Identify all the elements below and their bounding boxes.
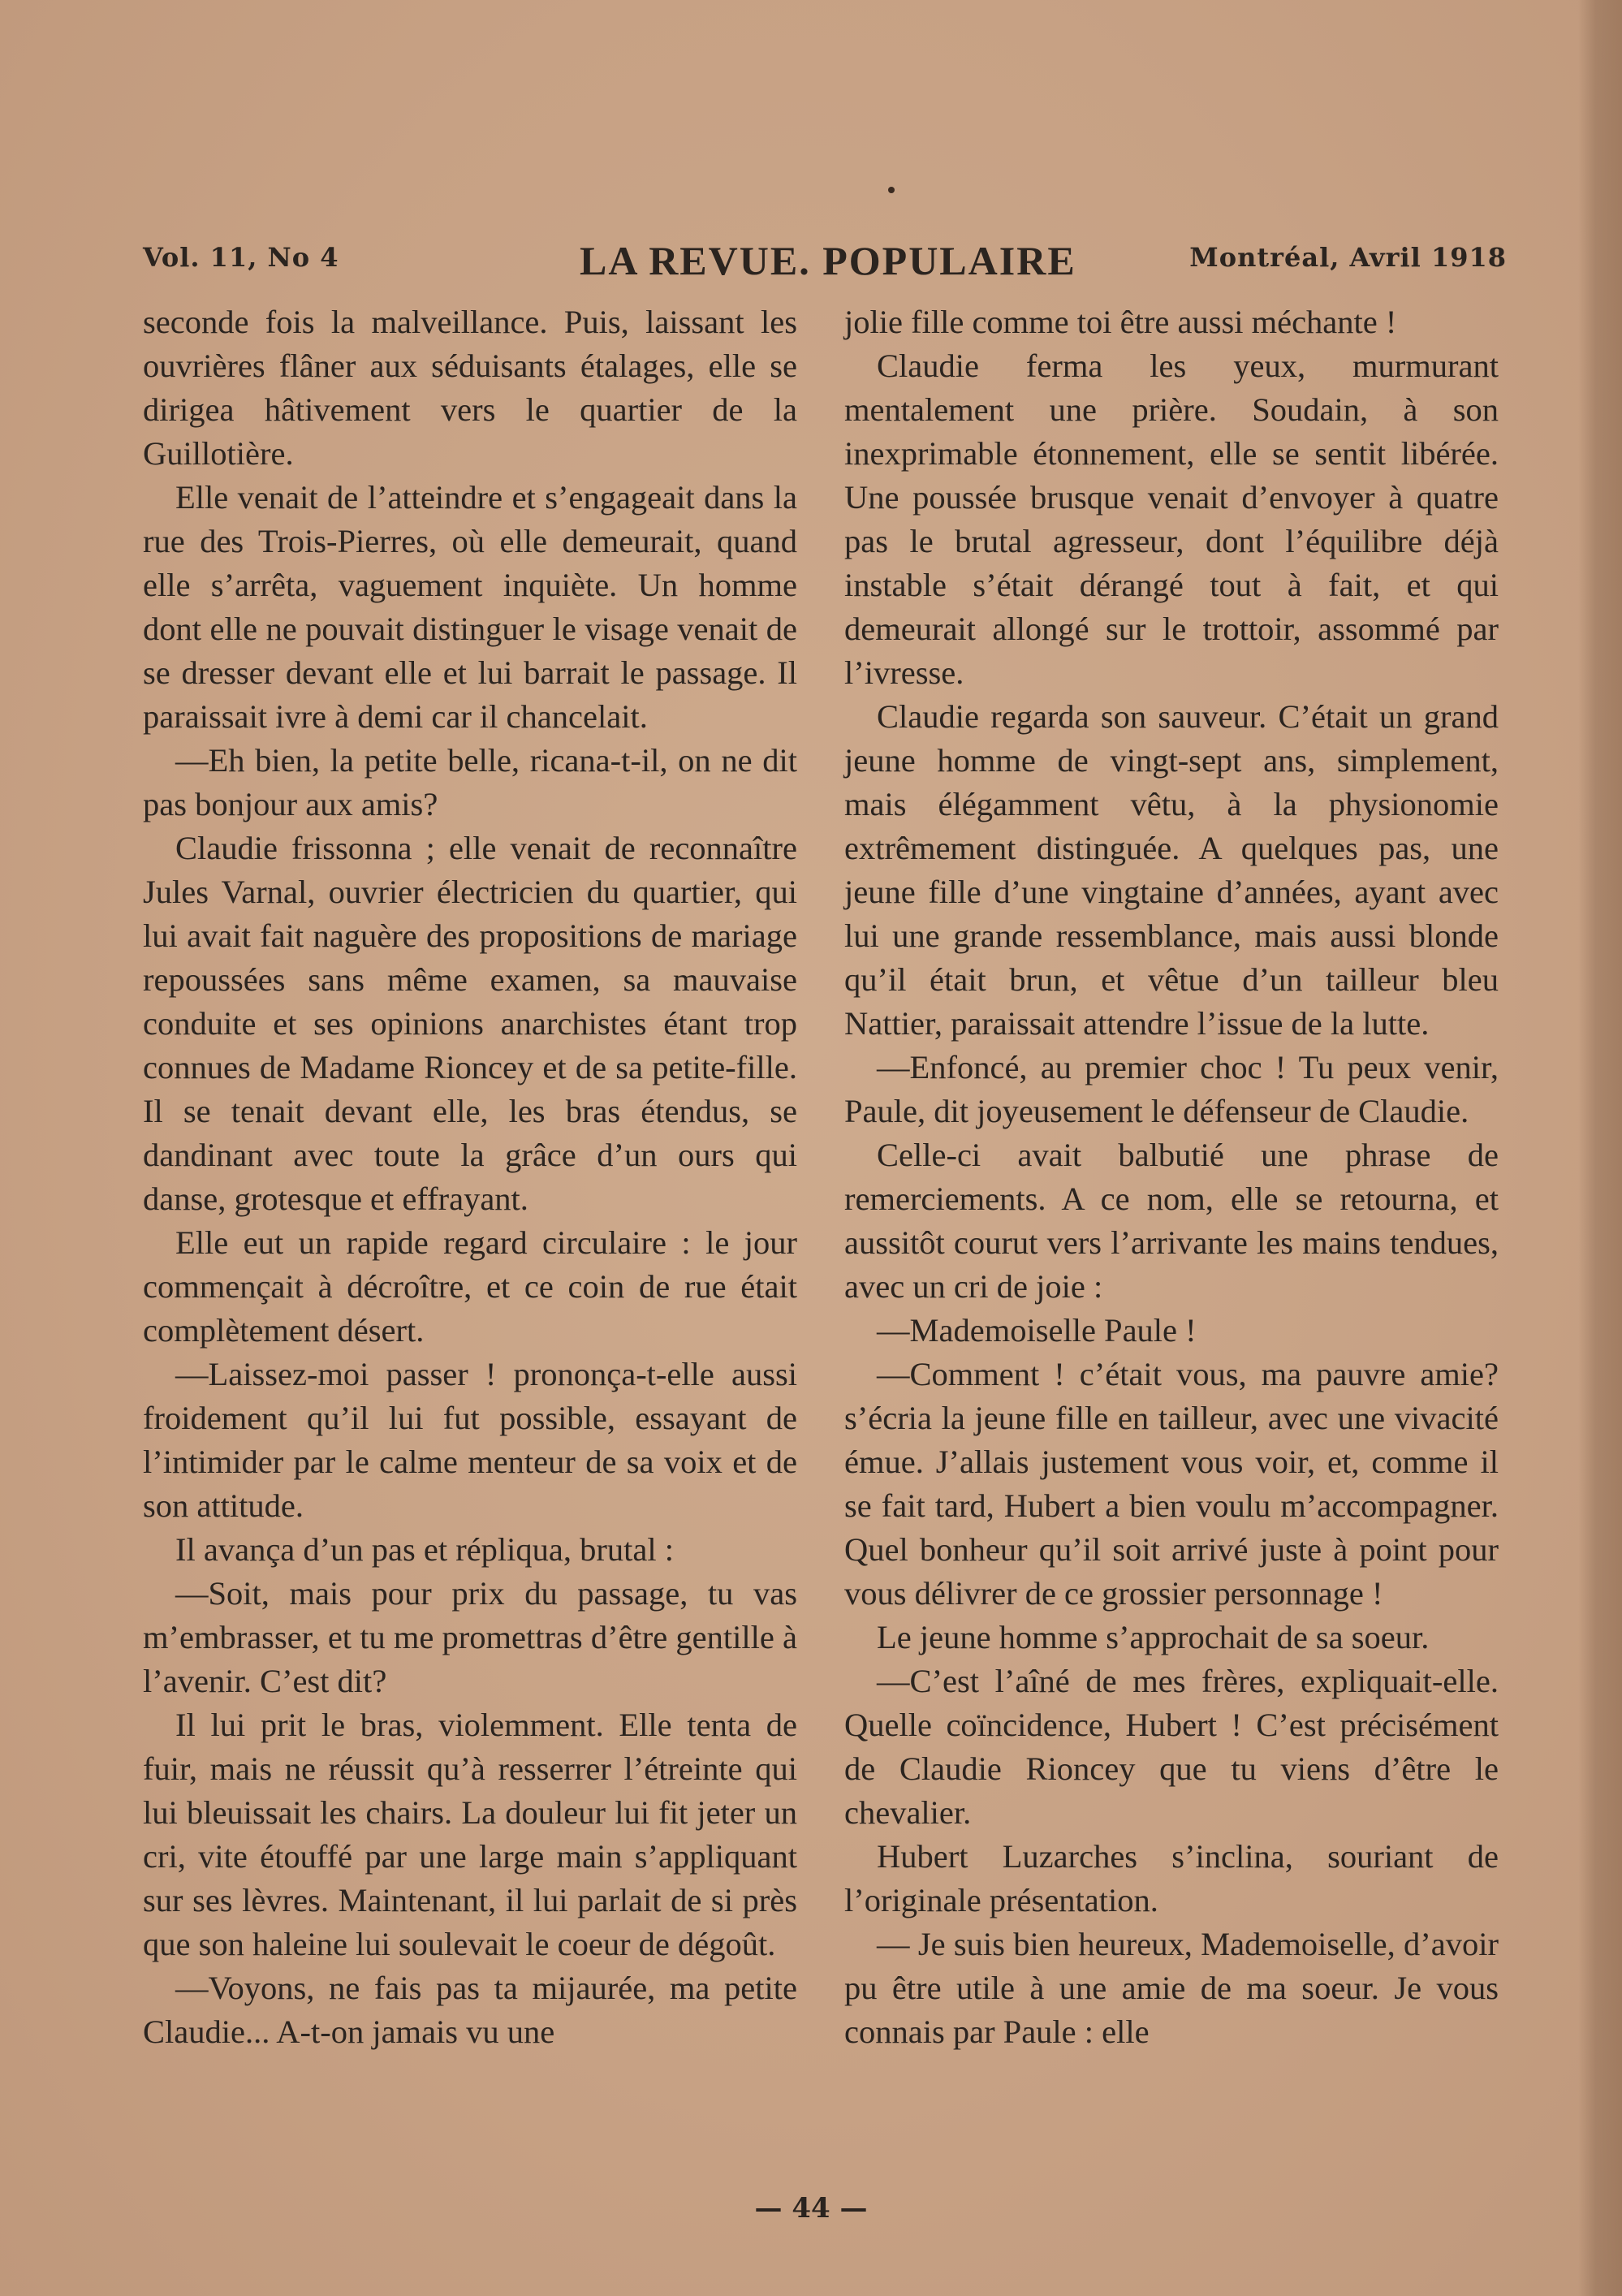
place-date: Montréal, Avril 1918 <box>1189 242 1507 273</box>
journal-title: LA REVUE. POPULAIRE <box>580 238 1076 283</box>
paragraph: —Enfoncé, au premier choc ! Tu peux venir, Paule, dit joyeusement le défenseur de Claudie. <box>844 1049 1499 1129</box>
left-text-column <box>143 300 797 2054</box>
paragraph: —Eh bien, la petite belle, ricana-t-il, on ne dit pas bonjour aux amis? <box>143 742 797 822</box>
paragraph: jolie fille comme toi être aussi méchante ! <box>844 304 1397 340</box>
paragraph: Hubert Luzarches s’inclina, souriant de l’originale présentation. <box>844 1838 1499 1918</box>
paragraph: Elle eut un rapide regard circulaire : le jour commençait à décroître, et ce coin de rue était complètement désert. <box>143 1224 797 1349</box>
page-edge-shadow <box>1578 0 1622 2296</box>
page-number: — 44 — <box>754 2192 868 2225</box>
paragraph: Claudie regarda son sauveur. C’était un grand jeune homme de vingt-sept ans, simplement, mais élégamment vêtu, à la physionomie extrêmement distinguée. A quelques pas, une jeune fille d’une vingtaine d’années, ayant avec lui une grande ressemblance, mais aussi blonde qu’il était brun, et vêtue d’un tailleur bleu Nattier, paraissait attendre l’issue de la lutte. <box>844 698 1499 1042</box>
right-text-column <box>844 300 1499 2054</box>
paragraph: —Voyons, ne fais pas ta mijaurée, ma petite Claudie... A-t-on jamais vu une <box>143 1970 797 2050</box>
paragraph: Le jeune homme s’approchait de sa soeur. <box>877 1619 1430 1655</box>
paragraph: Claudie ferma les yeux, murmurant mentalement une prière. Soudain, à son inexprimable étonnement, elle se sentit libérée. Une poussée brusque venait d’envoyer à quatre pas le brutal agresseur, dont l’équilibre déjà instable s’était dérangé tout à fait, et qui demeurait allongé sur le trottoir, assommé par l’ivresse. <box>844 347 1499 691</box>
paragraph: —Mademoiselle Paule ! <box>877 1312 1197 1349</box>
paragraph: — Je suis bien heureux, Mademoiselle, d’avoir pu être utile à une amie de ma soeur. Je vous connais par Paule : elle <box>844 1926 1499 2050</box>
paragraph: —Laissez-moi passer ! prononça-t-elle aussi froidement qu’il lui fut possible, essayant de l’intimider par le calme menteur de sa voix et de son attitude. <box>143 1356 797 1524</box>
paragraph: Il avança d’un pas et répliqua, brutal : <box>175 1531 675 1568</box>
paragraph: —C’est l’aîné de mes frères, expliquait-elle. Quelle coïncidence, Hubert ! C’est précisément de Claudie Rioncey que tu viens d’être le chevalier. <box>844 1663 1499 1831</box>
paragraph: —Soit, mais pour prix du passage, tu vas m’embrasser, et tu me promettras d’être gentille à l’avenir. C’est dit? <box>143 1575 797 1699</box>
paragraph: Elle venait de l’atteindre et s’engageait dans la rue des Trois-Pierres, où elle demeurait, quand elle s’arrêta, vaguement inquiète. Un homme dont elle ne pouvait distinguer le visage venait de se dresser devant elle et lui barrait le passage. Il paraissait ivre à demi car il chancelait. <box>143 479 797 735</box>
paragraph: seconde fois la malveillance. Puis, laissant les ouvrières flâner aux séduisants étalages, elle se dirigea hâtivement vers le quartier de la Guillotière. <box>143 304 797 472</box>
running-header <box>143 237 1507 286</box>
ink-speck <box>888 187 895 193</box>
volume-label: Vol. 11, No 4 <box>143 242 339 273</box>
paragraph: Il lui prit le bras, violemment. Elle tenta de fuir, mais ne réussit qu’à resserrer l’étreinte qui lui bleuissait les chairs. La douleur lui fit jeter un cri, vite étouffé par une large main s’appliquant sur ses lèvres. Maintenant, il lui parlait de si près que son haleine lui soulevait le coeur de dégoût. <box>143 1707 797 1962</box>
paragraph: Celle-ci avait balbutié une phrase de remerciements. A ce nom, elle se retourna, et aussitôt courut vers l’arrivante les mains tendues, avec un cri de joie : <box>844 1137 1499 1305</box>
paragraph: Claudie frissonna ; elle venait de reconnaître Jules Varnal, ouvrier électricien du quartier, qui lui avait fait naguère des propositions de mariage repoussées sans même examen, sa mauvaise conduite et ses opinions anarchistes étant trop connues de Madame Rioncey et de sa petite-fille. Il se tenait devant elle, les bras étendus, se dandinant avec toute la grâce d’un ours qui danse, grotesque et effrayant. <box>143 830 797 1217</box>
paragraph: —Comment ! c’était vous, ma pauvre amie? s’écria la jeune fille en tailleur, avec une vivacité émue. J’allais justement vous voir, et, comme il se fait tard, Hubert a bien voulu m’accompagner. Quel bonheur qu’il soit arrivé juste à point pour vous délivrer de ce grossier personnage ! <box>844 1356 1499 1612</box>
